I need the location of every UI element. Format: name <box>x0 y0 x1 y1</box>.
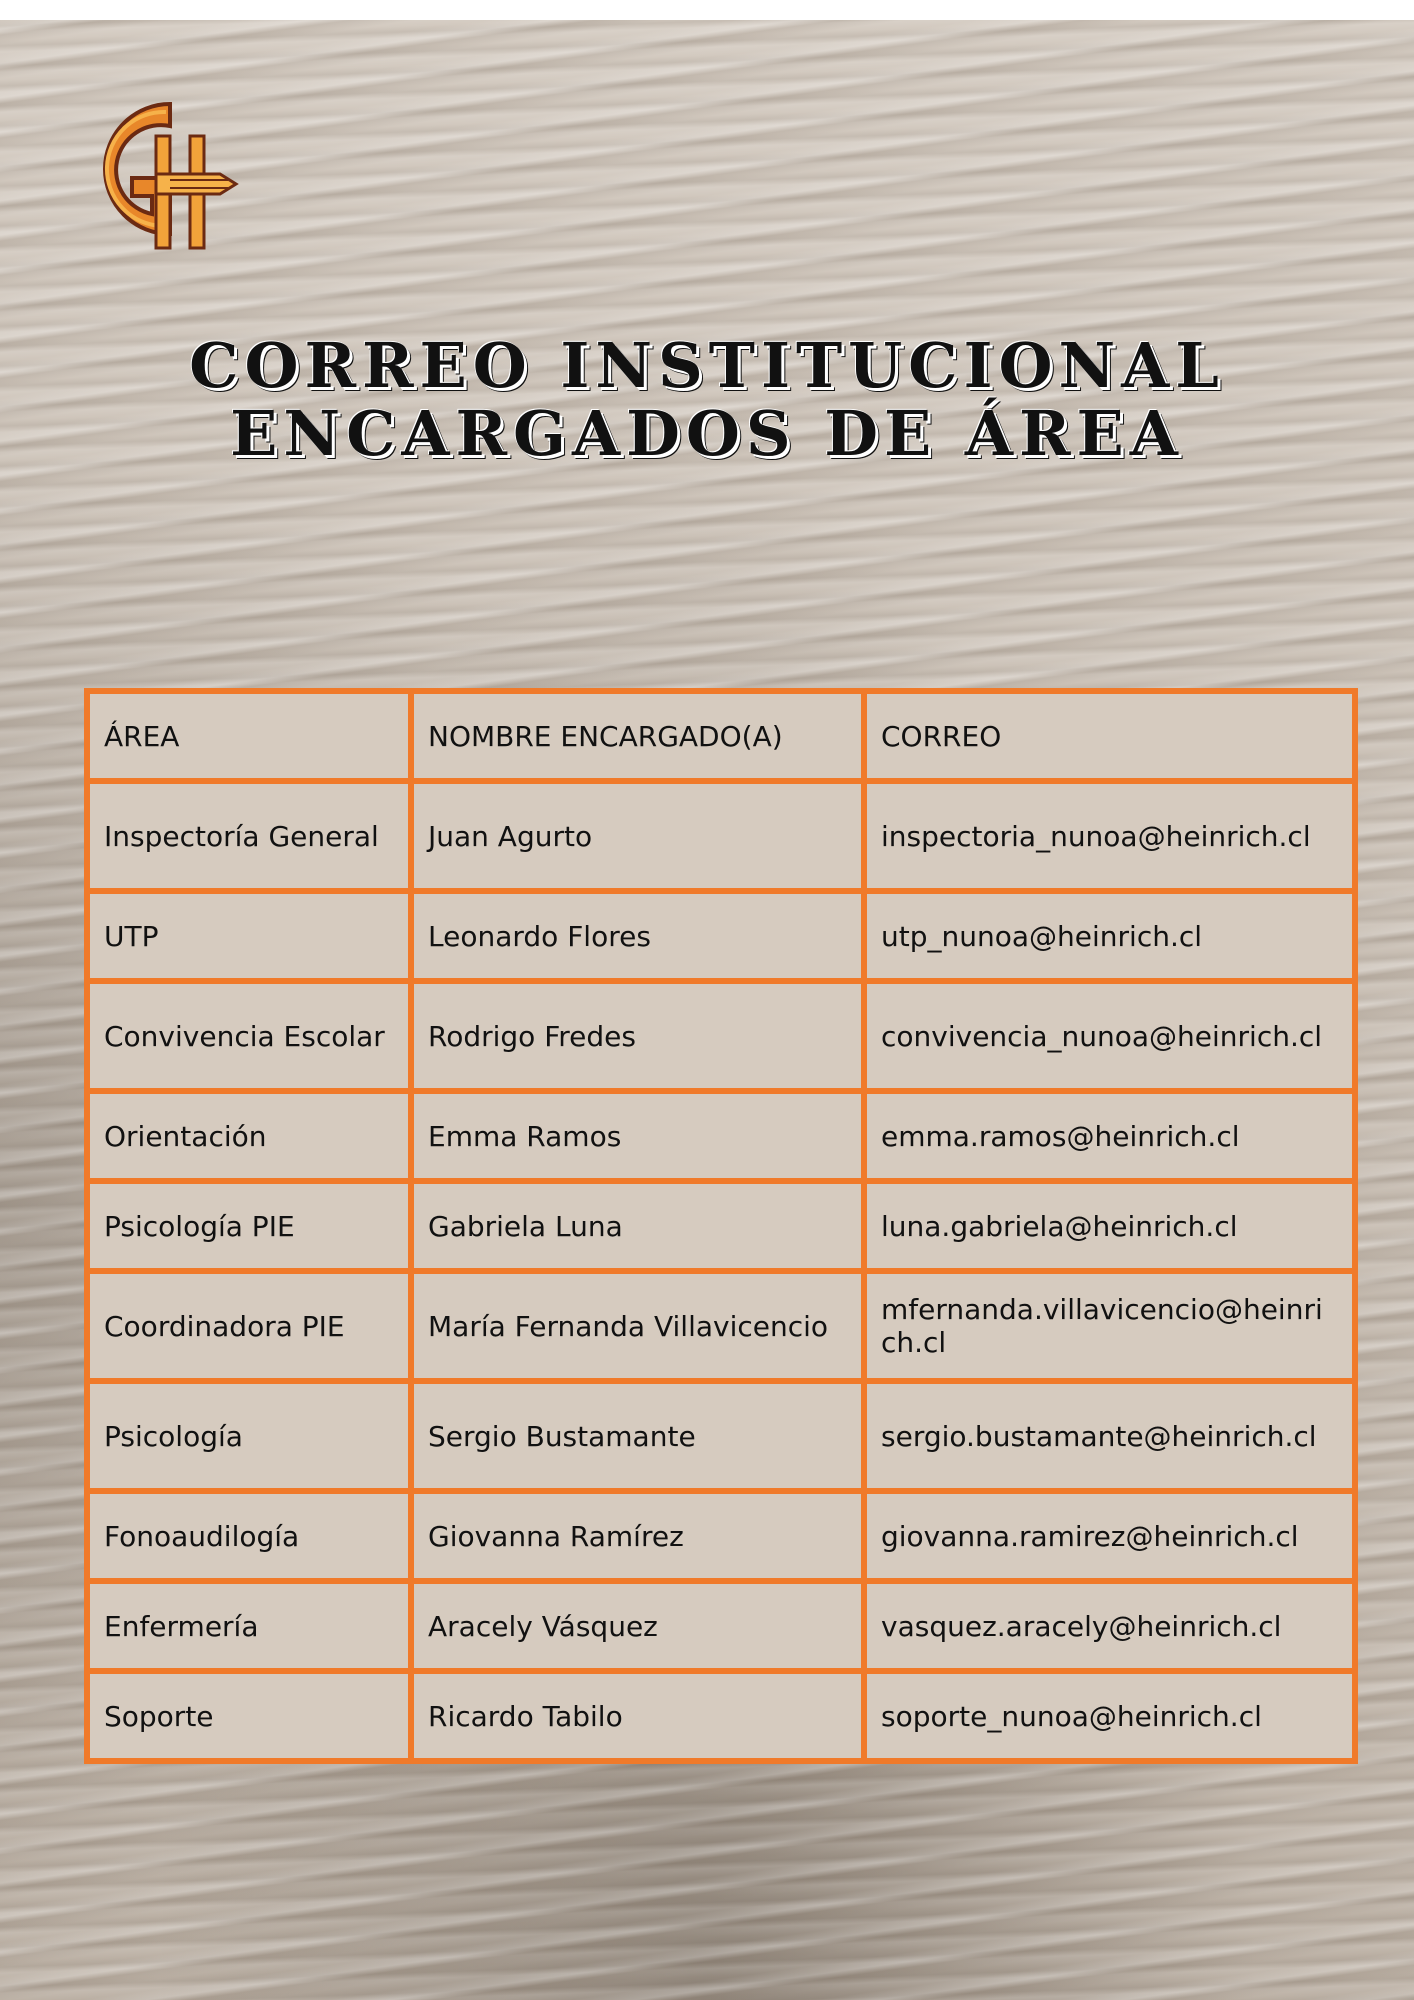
table-row <box>87 1491 1355 1581</box>
table-row <box>87 1181 1355 1271</box>
cell-name: Sergio Bustamante <box>411 1381 864 1491</box>
cell-area: Soporte <box>87 1671 411 1761</box>
cell-area: Psicología PIE <box>87 1181 411 1271</box>
school-logo <box>70 92 240 252</box>
header-email: CORREO <box>864 691 1355 781</box>
cell-area: Enfermería <box>87 1581 411 1671</box>
table-row <box>87 1581 1355 1671</box>
cell-area: Psicología <box>87 1381 411 1491</box>
cell-area: Coordinadora PIE <box>87 1271 411 1381</box>
cell-area: Orientación <box>87 1091 411 1181</box>
table-row <box>87 781 1355 891</box>
cell-email[interactable]: emma.ramos@heinrich.cl <box>864 1091 1355 1181</box>
cell-name: Emma Ramos <box>411 1091 864 1181</box>
cell-email[interactable]: sergio.bustamante@heinrich.cl <box>864 1381 1355 1491</box>
page-title <box>0 329 1414 470</box>
cell-email[interactable]: utp_nunoa@heinrich.cl <box>864 891 1355 981</box>
cell-email[interactable]: inspectoria_nunoa@heinrich.cl <box>864 781 1355 891</box>
cell-name: Ricardo Tabilo <box>411 1671 864 1761</box>
cell-name: Rodrigo Fredes <box>411 981 864 1091</box>
cell-email[interactable]: convivencia_nunoa@heinrich.cl <box>864 981 1355 1091</box>
cell-area: UTP <box>87 891 411 981</box>
title-line-1: CORREO INSTITUCIONAL <box>189 329 1225 402</box>
cell-area: Convivencia Escolar <box>87 981 411 1091</box>
title-line-2: ENCARGADOS DE ÁREA <box>230 397 1184 470</box>
table-row <box>87 1671 1355 1761</box>
cell-email[interactable]: vasquez.aracely@heinrich.cl <box>864 1581 1355 1671</box>
cell-email[interactable]: soporte_nunoa@heinrich.cl <box>864 1671 1355 1761</box>
table-row <box>87 1091 1355 1181</box>
table-row <box>87 981 1355 1091</box>
cell-email[interactable]: giovanna.ramirez@heinrich.cl <box>864 1491 1355 1581</box>
cell-name: Aracely Vásquez <box>411 1581 864 1671</box>
cell-area: Inspectoría General <box>87 781 411 891</box>
cell-name: Juan Agurto <box>411 781 864 891</box>
table-header-row <box>87 691 1355 781</box>
table-row <box>87 891 1355 981</box>
cell-name: Leonardo Flores <box>411 891 864 981</box>
cell-email[interactable]: luna.gabriela@heinrich.cl <box>864 1181 1355 1271</box>
contacts-table <box>84 688 1358 1764</box>
contacts-table-container <box>84 688 1352 1764</box>
cell-name: Gabriela Luna <box>411 1181 864 1271</box>
cell-name: María Fernanda Villavicencio <box>411 1271 864 1381</box>
gh-logo-icon <box>70 92 240 252</box>
cell-area: Fonoaudilogía <box>87 1491 411 1581</box>
cell-name: Giovanna Ramírez <box>411 1491 864 1581</box>
header-name: NOMBRE ENCARGADO(A) <box>411 691 864 781</box>
header-area: ÁREA <box>87 691 411 781</box>
sand-background <box>0 20 1414 2000</box>
cell-email[interactable]: mfernanda.villavicencio@heinrich.cl <box>864 1271 1355 1381</box>
table-row <box>87 1271 1355 1381</box>
table-row <box>87 1381 1355 1491</box>
